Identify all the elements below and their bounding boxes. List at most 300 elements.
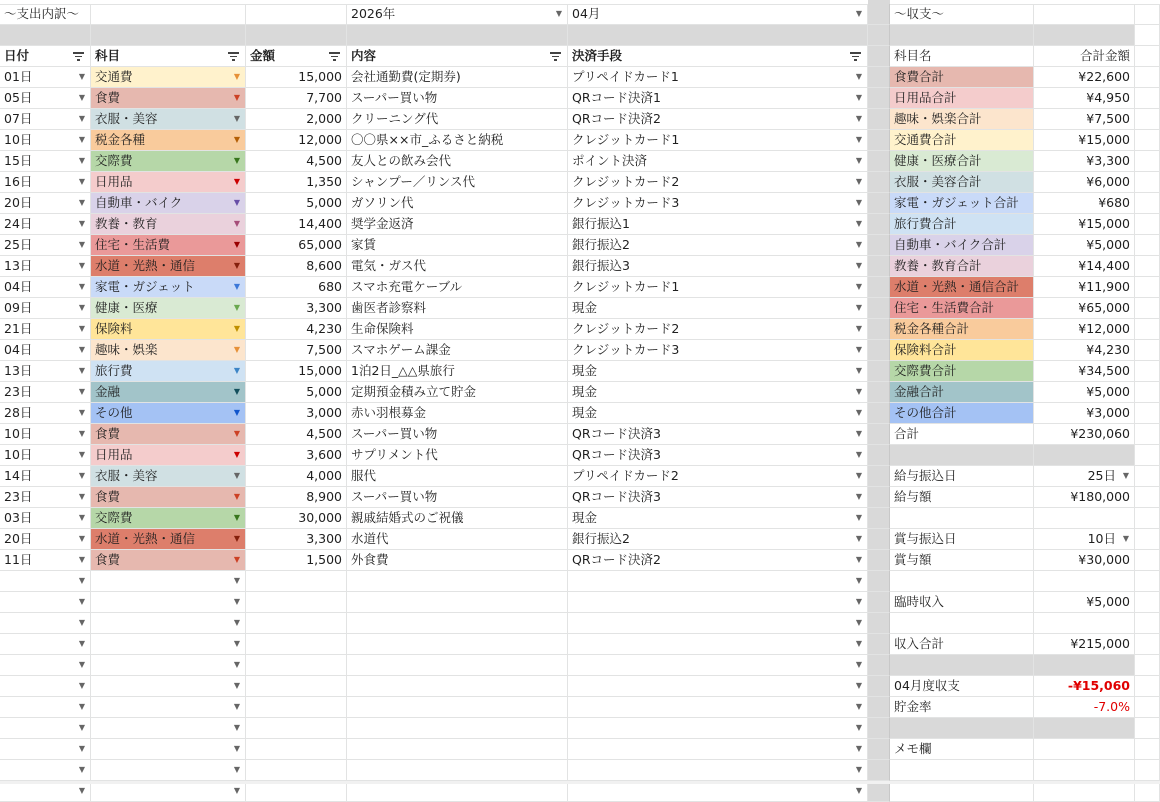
amount-cell[interactable]: [246, 760, 347, 781]
amount-cell[interactable]: [246, 445, 347, 466]
content-cell[interactable]: [347, 151, 568, 172]
dropdown-arrow-icon[interactable]: ▼: [855, 198, 862, 207]
category-cell[interactable]: [91, 676, 246, 697]
payment-cell[interactable]: [568, 109, 868, 130]
payment-cell[interactable]: [568, 508, 868, 529]
dropdown-arrow-icon[interactable]: ▼: [78, 450, 85, 459]
dropdown-arrow-icon[interactable]: ▼: [233, 618, 240, 627]
dropdown-arrow-icon[interactable]: ▼: [855, 408, 862, 417]
date-cell[interactable]: [0, 634, 91, 655]
payment-cell[interactable]: [568, 319, 868, 340]
content-cell[interactable]: [347, 235, 568, 256]
dropdown-arrow-icon[interactable]: ▼: [78, 597, 85, 606]
dropdown-arrow-icon[interactable]: ▼: [78, 345, 85, 354]
dropdown-arrow-icon[interactable]: ▼: [855, 177, 862, 186]
dropdown-arrow-icon[interactable]: ▼: [78, 765, 85, 774]
dropdown-arrow-icon[interactable]: ▼: [78, 429, 85, 438]
payment-cell[interactable]: [568, 445, 868, 466]
date-cell[interactable]: [0, 424, 91, 445]
payment-cell[interactable]: [568, 613, 868, 634]
content-cell[interactable]: [347, 256, 568, 277]
date-cell[interactable]: [0, 88, 91, 109]
dropdown-arrow-icon[interactable]: ▼: [855, 72, 862, 81]
date-cell[interactable]: [0, 529, 91, 550]
payment-cell[interactable]: [568, 424, 868, 445]
date-cell[interactable]: [0, 760, 91, 781]
payment-cell[interactable]: [568, 697, 868, 718]
amount-cell[interactable]: [246, 151, 347, 172]
payment-cell[interactable]: [568, 529, 868, 550]
category-cell[interactable]: [91, 508, 246, 529]
memo-cell[interactable]: [1034, 739, 1135, 760]
content-cell[interactable]: [347, 214, 568, 235]
date-cell[interactable]: [0, 508, 91, 529]
amount-cell[interactable]: [246, 592, 347, 613]
dropdown-arrow-icon[interactable]: ▼: [233, 408, 240, 417]
dropdown-arrow-icon[interactable]: ▼: [855, 765, 862, 774]
dropdown-arrow-icon[interactable]: ▼: [855, 618, 862, 627]
content-cell[interactable]: [347, 298, 568, 319]
dropdown-arrow-icon[interactable]: ▼: [855, 576, 862, 585]
content-cell[interactable]: [347, 67, 568, 88]
filter-icon[interactable]: [329, 52, 340, 61]
dropdown-arrow-icon[interactable]: ▼: [78, 408, 85, 417]
content-cell[interactable]: [347, 445, 568, 466]
dropdown-arrow-icon[interactable]: ▼: [1122, 534, 1129, 543]
category-cell[interactable]: [91, 697, 246, 718]
date-cell[interactable]: [0, 655, 91, 676]
dropdown-arrow-icon[interactable]: ▼: [233, 513, 240, 522]
category-cell[interactable]: [91, 445, 246, 466]
amount-cell[interactable]: [246, 739, 347, 760]
dropdown-arrow-icon[interactable]: ▼: [78, 681, 85, 690]
category-cell[interactable]: [91, 550, 246, 571]
content-cell[interactable]: [347, 130, 568, 151]
dropdown-arrow-icon[interactable]: ▼: [233, 555, 240, 564]
dropdown-arrow-icon[interactable]: ▼: [78, 492, 85, 501]
date-cell[interactable]: [0, 382, 91, 403]
payment-cell[interactable]: [568, 214, 868, 235]
dropdown-arrow-icon[interactable]: ▼: [233, 177, 240, 186]
amount-cell[interactable]: [246, 550, 347, 571]
amount-cell[interactable]: [246, 340, 347, 361]
dropdown-arrow-icon[interactable]: ▼: [855, 93, 862, 102]
dropdown-arrow-icon[interactable]: ▼: [78, 702, 85, 711]
amount-cell[interactable]: [246, 403, 347, 424]
amount-cell[interactable]: [246, 172, 347, 193]
payment-cell[interactable]: [568, 592, 868, 613]
date-cell[interactable]: [0, 319, 91, 340]
payment-cell[interactable]: [568, 634, 868, 655]
dropdown-arrow-icon[interactable]: ▼: [233, 387, 240, 396]
category-cell[interactable]: [91, 718, 246, 739]
dropdown-arrow-icon[interactable]: ▼: [855, 681, 862, 690]
dropdown-arrow-icon[interactable]: ▼: [855, 723, 862, 732]
category-cell[interactable]: [91, 67, 246, 88]
date-cell[interactable]: [0, 109, 91, 130]
content-cell[interactable]: [347, 781, 568, 802]
dropdown-arrow-icon[interactable]: ▼: [1122, 471, 1129, 480]
category-cell[interactable]: [91, 739, 246, 760]
dropdown-arrow-icon[interactable]: ▼: [78, 534, 85, 543]
dropdown-arrow-icon[interactable]: ▼: [855, 702, 862, 711]
date-cell[interactable]: [0, 466, 91, 487]
dropdown-arrow-icon[interactable]: ▼: [233, 597, 240, 606]
dropdown-arrow-icon[interactable]: ▼: [78, 471, 85, 480]
date-cell[interactable]: [0, 130, 91, 151]
date-cell[interactable]: [0, 718, 91, 739]
content-cell[interactable]: [347, 676, 568, 697]
amount-cell[interactable]: [246, 613, 347, 634]
trailing-cell: [1135, 550, 1160, 571]
dropdown-arrow-icon[interactable]: ▼: [233, 240, 240, 249]
filter-icon[interactable]: [228, 52, 239, 61]
date-cell[interactable]: [0, 676, 91, 697]
header-amount[interactable]: [246, 46, 347, 67]
amount-cell[interactable]: [246, 466, 347, 487]
dropdown-arrow-icon[interactable]: ▼: [78, 261, 85, 270]
date-cell[interactable]: [0, 739, 91, 760]
category-cell[interactable]: [91, 382, 246, 403]
dropdown-arrow-icon[interactable]: ▼: [233, 324, 240, 333]
content-cell[interactable]: [347, 88, 568, 109]
dropdown-arrow-icon[interactable]: ▼: [855, 261, 862, 270]
dropdown-arrow-icon[interactable]: ▼: [233, 702, 240, 711]
payment-cell[interactable]: [568, 718, 868, 739]
dropdown-arrow-icon[interactable]: ▼: [855, 282, 862, 291]
amount-cell[interactable]: [246, 508, 347, 529]
dropdown-arrow-icon[interactable]: ▼: [233, 72, 240, 81]
payment-cell[interactable]: [568, 781, 868, 802]
header-content[interactable]: [347, 46, 568, 67]
content-cell[interactable]: [347, 172, 568, 193]
date-cell[interactable]: [0, 781, 91, 802]
dropdown-arrow-icon[interactable]: ▼: [78, 660, 85, 669]
header-payment[interactable]: [568, 46, 868, 67]
date-cell[interactable]: [0, 214, 91, 235]
category-cell[interactable]: [91, 613, 246, 634]
payment-cell[interactable]: [568, 403, 868, 424]
dropdown-arrow-icon[interactable]: ▼: [78, 177, 85, 186]
category-cell[interactable]: [91, 109, 246, 130]
dropdown-arrow-icon[interactable]: ▼: [233, 660, 240, 669]
payment-cell[interactable]: [568, 382, 868, 403]
category-cell[interactable]: [91, 466, 246, 487]
content-cell[interactable]: [347, 571, 568, 592]
salary-day-value[interactable]: [1034, 466, 1135, 487]
dropdown-arrow-icon[interactable]: ▼: [233, 681, 240, 690]
dropdown-arrow-icon[interactable]: ▼: [78, 366, 85, 375]
dropdown-arrow-icon[interactable]: ▼: [233, 135, 240, 144]
payment-cell[interactable]: [568, 235, 868, 256]
dropdown-arrow-icon[interactable]: ▼: [233, 366, 240, 375]
payment-cell[interactable]: [568, 466, 868, 487]
month-select[interactable]: [568, 4, 868, 25]
dropdown-arrow-icon[interactable]: ▼: [855, 786, 862, 795]
payment-cell[interactable]: [568, 88, 868, 109]
dropdown-arrow-icon[interactable]: ▼: [78, 639, 85, 648]
dropdown-arrow-icon[interactable]: ▼: [233, 723, 240, 732]
dropdown-arrow-icon[interactable]: ▼: [78, 240, 85, 249]
amount-cell[interactable]: [246, 697, 347, 718]
amount-cell[interactable]: [246, 382, 347, 403]
date-cell[interactable]: [0, 67, 91, 88]
dropdown-arrow-icon[interactable]: ▼: [78, 387, 85, 396]
filter-icon[interactable]: [850, 52, 861, 61]
category-cell[interactable]: [91, 571, 246, 592]
payment-cell[interactable]: [568, 361, 868, 382]
dropdown-arrow-icon[interactable]: ▼: [855, 345, 862, 354]
payment-cell[interactable]: [568, 172, 868, 193]
category-cell[interactable]: [91, 487, 246, 508]
content-cell[interactable]: [347, 760, 568, 781]
amount-cell[interactable]: [246, 235, 347, 256]
dropdown-arrow-icon[interactable]: ▼: [78, 576, 85, 585]
dropdown-arrow-icon[interactable]: ▼: [233, 345, 240, 354]
content-cell[interactable]: [347, 193, 568, 214]
content-cell[interactable]: [347, 424, 568, 445]
dropdown-arrow-icon[interactable]: ▼: [78, 114, 85, 123]
content-cell[interactable]: [347, 109, 568, 130]
category-cell[interactable]: [91, 529, 246, 550]
dropdown-arrow-icon[interactable]: ▼: [855, 660, 862, 669]
payment-cell[interactable]: [568, 571, 868, 592]
category-cell[interactable]: [91, 655, 246, 676]
amount-cell[interactable]: [246, 655, 347, 676]
date-cell[interactable]: [0, 487, 91, 508]
payment-cell[interactable]: [568, 256, 868, 277]
dropdown-arrow-icon[interactable]: ▼: [233, 534, 240, 543]
payment-cell[interactable]: [568, 655, 868, 676]
amount-cell[interactable]: [246, 781, 347, 802]
dropdown-arrow-icon[interactable]: ▼: [78, 135, 85, 144]
dropdown-arrow-icon[interactable]: ▼: [855, 492, 862, 501]
category-cell[interactable]: [91, 298, 246, 319]
payment-cell[interactable]: [568, 193, 868, 214]
category-cell[interactable]: [91, 256, 246, 277]
dropdown-arrow-icon[interactable]: ▼: [233, 282, 240, 291]
payment-cell[interactable]: [568, 550, 868, 571]
date-cell[interactable]: [0, 571, 91, 592]
content-cell[interactable]: [347, 361, 568, 382]
content-cell[interactable]: [347, 319, 568, 340]
dropdown-arrow-icon[interactable]: ▼: [855, 114, 862, 123]
dropdown-arrow-icon[interactable]: ▼: [233, 303, 240, 312]
payment-cell[interactable]: [568, 151, 868, 172]
date-cell[interactable]: [0, 277, 91, 298]
dropdown-arrow-icon[interactable]: ▼: [855, 219, 862, 228]
date-cell[interactable]: [0, 235, 91, 256]
content-cell[interactable]: [347, 403, 568, 424]
dropdown-arrow-icon[interactable]: ▼: [78, 72, 85, 81]
amount-cell[interactable]: [246, 109, 347, 130]
payment-cell[interactable]: [568, 676, 868, 697]
dropdown-arrow-icon[interactable]: ▼: [855, 303, 862, 312]
category-cell[interactable]: [91, 319, 246, 340]
dropdown-arrow-icon[interactable]: ▼: [855, 156, 862, 165]
amount-cell[interactable]: [246, 718, 347, 739]
dropdown-arrow-icon[interactable]: ▼: [233, 786, 240, 795]
category-cell[interactable]: [91, 403, 246, 424]
date-cell[interactable]: [0, 361, 91, 382]
dropdown-arrow-icon[interactable]: ▼: [855, 555, 862, 564]
amount-cell[interactable]: [246, 256, 347, 277]
dropdown-arrow-icon[interactable]: ▼: [855, 534, 862, 543]
date-cell[interactable]: [0, 256, 91, 277]
category-cell[interactable]: [91, 760, 246, 781]
dropdown-arrow-icon[interactable]: ▼: [233, 576, 240, 585]
payment-cell[interactable]: [568, 298, 868, 319]
amount-cell[interactable]: [246, 88, 347, 109]
date-cell[interactable]: [0, 613, 91, 634]
header-category[interactable]: [91, 46, 246, 67]
dropdown-arrow-icon[interactable]: ▼: [855, 513, 862, 522]
content-cell[interactable]: [347, 466, 568, 487]
content-cell[interactable]: [347, 550, 568, 571]
amount-cell[interactable]: [246, 361, 347, 382]
content-cell[interactable]: [347, 634, 568, 655]
date-cell[interactable]: [0, 445, 91, 466]
dropdown-arrow-icon[interactable]: ▼: [78, 93, 85, 102]
content-cell[interactable]: [347, 718, 568, 739]
content-cell[interactable]: [347, 277, 568, 298]
payment-cell[interactable]: [568, 130, 868, 151]
filter-icon[interactable]: [550, 52, 561, 61]
dropdown-arrow-icon[interactable]: ▼: [233, 744, 240, 753]
dropdown-arrow-icon[interactable]: ▼: [855, 240, 862, 249]
dropdown-arrow-icon[interactable]: ▼: [233, 156, 240, 165]
dropdown-arrow-icon[interactable]: ▼: [78, 513, 85, 522]
dropdown-arrow-icon[interactable]: ▼: [855, 387, 862, 396]
amount-cell[interactable]: [246, 571, 347, 592]
dropdown-arrow-icon[interactable]: ▼: [78, 303, 85, 312]
amount-cell[interactable]: [246, 487, 347, 508]
content-cell[interactable]: [347, 697, 568, 718]
dropdown-arrow-icon[interactable]: ▼: [233, 492, 240, 501]
content-cell[interactable]: [347, 340, 568, 361]
dropdown-arrow-icon[interactable]: ▼: [855, 471, 862, 480]
category-cell[interactable]: [91, 130, 246, 151]
amount-cell[interactable]: [246, 529, 347, 550]
content-cell[interactable]: [347, 592, 568, 613]
content-cell[interactable]: [347, 508, 568, 529]
date-cell[interactable]: [0, 193, 91, 214]
dropdown-arrow-icon[interactable]: ▼: [855, 639, 862, 648]
content-cell[interactable]: [347, 655, 568, 676]
dropdown-arrow-icon[interactable]: ▼: [855, 135, 862, 144]
category-cell[interactable]: [91, 424, 246, 445]
amount-cell[interactable]: [246, 130, 347, 151]
dropdown-arrow-icon[interactable]: ▼: [233, 261, 240, 270]
amount-cell[interactable]: [246, 277, 347, 298]
dropdown-arrow-icon[interactable]: ▼: [78, 555, 85, 564]
amount-cell[interactable]: [246, 67, 347, 88]
category-cell[interactable]: [91, 88, 246, 109]
category-cell[interactable]: [91, 172, 246, 193]
dropdown-arrow-icon[interactable]: ▼: [233, 765, 240, 774]
dropdown-arrow-icon[interactable]: ▼: [78, 786, 85, 795]
dropdown-arrow-icon[interactable]: ▼: [78, 723, 85, 732]
dropdown-arrow-icon[interactable]: ▼: [855, 366, 862, 375]
dropdown-arrow-icon[interactable]: ▼: [855, 744, 862, 753]
content-cell[interactable]: [347, 739, 568, 760]
dropdown-arrow-icon[interactable]: ▼: [233, 93, 240, 102]
category-cell[interactable]: [91, 634, 246, 655]
year-select[interactable]: [347, 4, 568, 25]
dropdown-arrow-icon[interactable]: ▼: [78, 219, 85, 228]
amount-cell[interactable]: [246, 298, 347, 319]
category-cell[interactable]: [91, 193, 246, 214]
dropdown-arrow-icon[interactable]: ▼: [855, 324, 862, 333]
category-cell[interactable]: [91, 361, 246, 382]
payment-cell[interactable]: [568, 487, 868, 508]
date-cell[interactable]: [0, 403, 91, 424]
dropdown-arrow-icon[interactable]: ▼: [78, 324, 85, 333]
category-cell[interactable]: [91, 781, 246, 802]
filter-icon[interactable]: [73, 52, 84, 61]
dropdown-arrow-icon[interactable]: ▼: [233, 639, 240, 648]
category-cell[interactable]: [91, 235, 246, 256]
payment-cell[interactable]: [568, 739, 868, 760]
dropdown-arrow-icon[interactable]: ▼: [78, 282, 85, 291]
dropdown-arrow-icon[interactable]: ▼: [555, 9, 562, 18]
dropdown-arrow-icon[interactable]: ▼: [855, 597, 862, 606]
content-cell[interactable]: [347, 487, 568, 508]
dropdown-arrow-icon[interactable]: ▼: [233, 198, 240, 207]
date-cell[interactable]: [0, 550, 91, 571]
date-cell[interactable]: [0, 592, 91, 613]
category-cell[interactable]: [91, 277, 246, 298]
category-cell[interactable]: [91, 151, 246, 172]
date-cell[interactable]: [0, 340, 91, 361]
bonus-day-value[interactable]: [1034, 529, 1135, 550]
dropdown-arrow-icon[interactable]: ▼: [78, 198, 85, 207]
category-cell[interactable]: [91, 340, 246, 361]
dropdown-arrow-icon[interactable]: ▼: [855, 450, 862, 459]
date-cell[interactable]: [0, 172, 91, 193]
amount-cell[interactable]: [246, 193, 347, 214]
content-cell[interactable]: [347, 382, 568, 403]
amount-cell[interactable]: [246, 319, 347, 340]
dropdown-arrow-icon[interactable]: ▼: [855, 9, 862, 18]
dropdown-arrow-icon[interactable]: ▼: [78, 618, 85, 627]
amount-cell[interactable]: [246, 424, 347, 445]
amount-cell[interactable]: [246, 634, 347, 655]
dropdown-arrow-icon[interactable]: ▼: [78, 744, 85, 753]
dropdown-arrow-icon[interactable]: ▼: [855, 429, 862, 438]
content-cell[interactable]: [347, 529, 568, 550]
dropdown-arrow-icon[interactable]: ▼: [233, 471, 240, 480]
dropdown-arrow-icon[interactable]: ▼: [78, 156, 85, 165]
amount-cell[interactable]: [246, 676, 347, 697]
payment-cell[interactable]: [568, 277, 868, 298]
dropdown-arrow-icon[interactable]: ▼: [233, 219, 240, 228]
payment-cell[interactable]: [568, 760, 868, 781]
content-cell[interactable]: [347, 613, 568, 634]
payment-cell[interactable]: [568, 67, 868, 88]
dropdown-arrow-icon[interactable]: ▼: [233, 429, 240, 438]
header-date[interactable]: [0, 46, 91, 67]
amount-cell[interactable]: [246, 214, 347, 235]
dropdown-arrow-icon[interactable]: ▼: [233, 114, 240, 123]
payment-cell[interactable]: [568, 340, 868, 361]
dropdown-arrow-icon[interactable]: ▼: [233, 450, 240, 459]
category-cell[interactable]: [91, 592, 246, 613]
date-cell[interactable]: [0, 298, 91, 319]
date-cell[interactable]: [0, 697, 91, 718]
date-cell[interactable]: [0, 151, 91, 172]
category-cell[interactable]: [91, 214, 246, 235]
